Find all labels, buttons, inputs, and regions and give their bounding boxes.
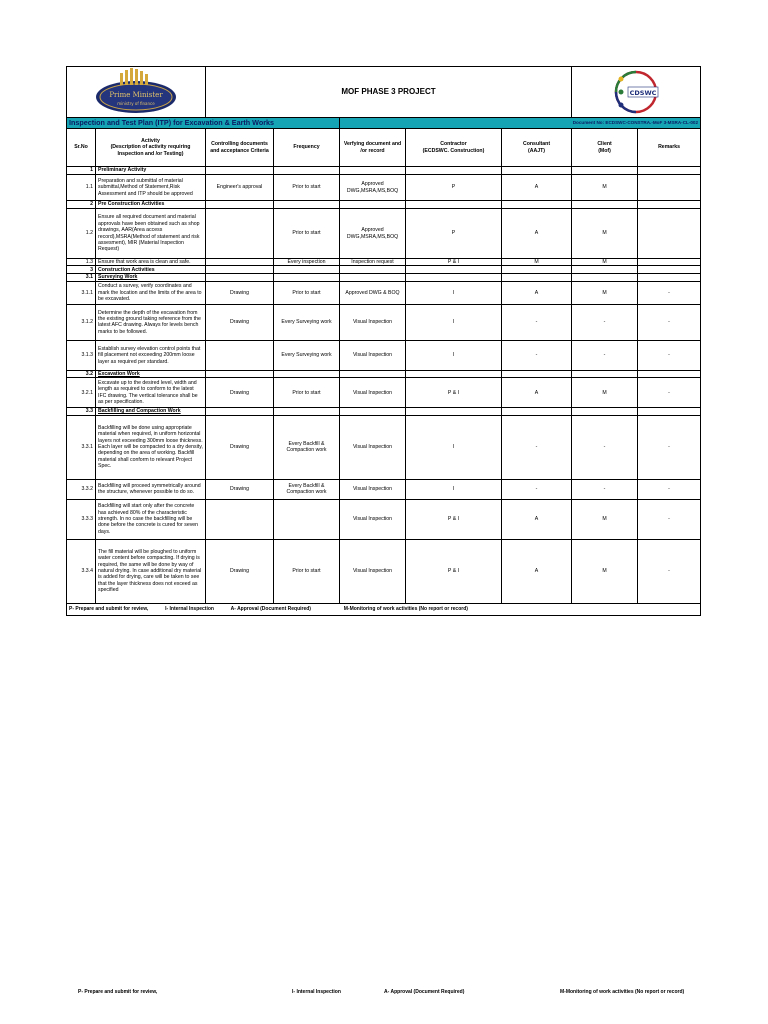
cell-empty	[406, 274, 502, 281]
cell-no: 3.3.3	[67, 499, 96, 539]
cell-ctrl: Drawing	[206, 378, 274, 408]
cell-empty	[406, 201, 502, 209]
cell-activity: Excavation Work	[96, 370, 206, 377]
cell-con: P & I	[406, 499, 502, 539]
table-row	[67, 479, 701, 499]
cell-cons: -	[502, 415, 572, 479]
table-row	[67, 201, 701, 209]
cell-cli: M	[572, 539, 638, 603]
legend-a: A- Approval (Document Required)	[230, 605, 311, 612]
legend-cell	[67, 603, 701, 615]
cell-rem	[638, 209, 701, 259]
cell-con: P & I	[406, 539, 502, 603]
cell-activity: Backfilling will be done using appropriate material when required, in uniform horizontal layers not exceeding 300mm loose thickness. Each layer will be compacted to a dry density, depending on the area of working. Backfill material shall conform to relevant Project Spec.	[96, 415, 206, 479]
col-activity: Activity (Description of activity requiring Inspection and /or Testing)	[96, 129, 206, 167]
cell-empty	[572, 370, 638, 377]
cell-empty	[638, 274, 701, 281]
cell-verify: Approved DWG,MSRA,MS,BOQ	[340, 175, 406, 201]
cell-freq: Prior to start	[274, 281, 340, 304]
cell-cli: M	[572, 281, 638, 304]
cell-ctrl	[206, 499, 274, 539]
cell-empty	[206, 274, 274, 281]
cell-empty	[572, 201, 638, 209]
cell-activity: Backfilling will start only after the concrete has achieved 80% of the characteristic strength. In no case the backfilling will be done before the concrete is cured for seven days.	[96, 499, 206, 539]
cell-activity: Backfilling will proceed symmetrically around the structure, whenever possible to do so.	[96, 479, 206, 499]
cell-activity: Ensure all required document and material approvals have been obtained such as shop drawings, AAR(Area access record),MSRA(Method of statement and risk assesment), MIR (Material Inspection Request)	[96, 209, 206, 259]
cell-empty	[638, 266, 701, 274]
cell-cli: M	[572, 499, 638, 539]
cell-no: 1	[67, 167, 96, 175]
cell-ctrl: Drawing	[206, 304, 274, 340]
cell-activity: Ensure that work area is clean and safe.	[96, 259, 206, 266]
table-row	[67, 259, 701, 266]
cell-cons: A	[502, 175, 572, 201]
cell-cons: -	[502, 304, 572, 340]
cell-rem	[638, 175, 701, 201]
table-row	[67, 370, 701, 377]
cell-no: 3.1.1	[67, 281, 96, 304]
cell-cli: M	[572, 175, 638, 201]
cell-con: P & I	[406, 378, 502, 408]
itp-sheet	[66, 66, 700, 616]
cell-no: 2	[67, 201, 96, 209]
itp-title-row	[67, 118, 701, 129]
cell-no: 3.3.1	[67, 415, 96, 479]
cell-activity: Preliminary Activity	[96, 167, 206, 175]
cell-rem: -	[638, 539, 701, 603]
table-row	[67, 539, 701, 603]
table-row	[67, 499, 701, 539]
cell-verify: Visual Inspection	[340, 340, 406, 370]
cell-empty	[502, 370, 572, 377]
cell-ctrl	[206, 209, 274, 259]
table-row	[67, 175, 701, 201]
cell-empty	[406, 167, 502, 175]
cell-empty	[206, 408, 274, 415]
document-number: Document No: ECDSWC-CONSTRA.-MoF 3-MSRA-CL-002	[340, 118, 701, 129]
cell-empty	[502, 274, 572, 281]
cell-cons: M	[502, 259, 572, 266]
footer-i: I- Internal Inspection	[292, 989, 341, 995]
cell-no: 3.3	[67, 408, 96, 415]
cell-verify: Visual Inspection	[340, 479, 406, 499]
cell-ctrl: Drawing	[206, 415, 274, 479]
cell-cons: A	[502, 281, 572, 304]
cell-rem: -	[638, 499, 701, 539]
table-row	[67, 274, 701, 281]
cell-empty	[572, 167, 638, 175]
cell-activity: Establish survey elevation control points that fill placement not exceeding 200mm loose layer as required per standard.	[96, 340, 206, 370]
footer-a: A- Approval (Document Required)	[384, 989, 465, 995]
cell-rem: -	[638, 415, 701, 479]
table-row	[67, 408, 701, 415]
cell-empty	[638, 408, 701, 415]
cell-empty	[340, 370, 406, 377]
legend-row	[67, 603, 701, 615]
cell-empty	[340, 167, 406, 175]
cell-verify: Approved DWG,MSRA,MS,BOQ	[340, 209, 406, 259]
cell-empty	[638, 167, 701, 175]
cell-cons: A	[502, 539, 572, 603]
cell-con: I	[406, 281, 502, 304]
cell-rem: -	[638, 340, 701, 370]
itp-body	[67, 167, 701, 604]
cell-no: 3.3.4	[67, 539, 96, 603]
cell-con: I	[406, 340, 502, 370]
cell-no: 3.2.1	[67, 378, 96, 408]
cell-con: I	[406, 415, 502, 479]
cell-activity: The fill material will be ploughed to uniform water content before compacting. If drying is required, the same will be done by way of natural drying. In case additional dry material is added for drying, care will be taken to see that the layer thickness does not exceed as specified	[96, 539, 206, 603]
cell-empty	[572, 274, 638, 281]
table-row	[67, 266, 701, 274]
cell-freq: Every Backfill & Compaction work	[274, 479, 340, 499]
cell-empty	[206, 167, 274, 175]
table-row	[67, 167, 701, 175]
itp-table	[66, 66, 701, 616]
col-consultant: Consultant (AAJT)	[502, 129, 572, 167]
cell-freq: Prior to start	[274, 209, 340, 259]
col-client: Client (Mof)	[572, 129, 638, 167]
cell-rem	[638, 259, 701, 266]
svg-text:ministry of finance: ministry of finance	[117, 101, 155, 106]
cell-empty	[274, 167, 340, 175]
table-row	[67, 340, 701, 370]
header-row	[67, 67, 701, 118]
cell-empty	[274, 266, 340, 274]
cell-activity: Pre Construction Activities	[96, 201, 206, 209]
cell-empty	[274, 274, 340, 281]
cell-cli: -	[572, 415, 638, 479]
cell-verify: Visual Inspection	[340, 304, 406, 340]
cell-no: 3.3.2	[67, 479, 96, 499]
svg-text:Prime Minister: Prime Minister	[109, 91, 163, 99]
cell-ctrl: Drawing	[206, 479, 274, 499]
cell-cli: -	[572, 304, 638, 340]
cell-freq: Every Surveying work	[274, 340, 340, 370]
cell-empty	[502, 408, 572, 415]
cell-empty	[572, 408, 638, 415]
legend-i: I- Internal Inspection	[165, 605, 214, 612]
cell-empty	[406, 370, 502, 377]
cell-empty	[206, 370, 274, 377]
cell-activity: Backfilling and Compaction Work	[96, 408, 206, 415]
table-row	[67, 378, 701, 408]
cell-rem: -	[638, 281, 701, 304]
cell-empty	[340, 201, 406, 209]
cell-empty	[206, 266, 274, 274]
cell-empty	[340, 266, 406, 274]
cell-freq: Every Surveying work	[274, 304, 340, 340]
cell-empty	[406, 408, 502, 415]
cell-verify: Visual Inspection	[340, 539, 406, 603]
cell-no: 1.3	[67, 259, 96, 266]
legend-p: P- Prepare and submit for review,	[69, 605, 149, 612]
cell-no: 1.1	[67, 175, 96, 201]
cell-verify: Visual Inspection	[340, 378, 406, 408]
cell-cli: M	[572, 209, 638, 259]
cell-con: I	[406, 304, 502, 340]
cell-cons: -	[502, 340, 572, 370]
right-logo-cell	[572, 67, 701, 118]
cell-con: P & I	[406, 259, 502, 266]
cell-con: I	[406, 479, 502, 499]
table-row	[67, 415, 701, 479]
cell-empty	[572, 266, 638, 274]
cell-empty	[502, 167, 572, 175]
cell-activity: Excavate up to the desired level, width and length as required to conform to the latest IFC drawing. The vertical tolerance shall be as per specification.	[96, 378, 206, 408]
cell-freq: Every Backfill & Compaction work	[274, 415, 340, 479]
cell-no: 3.2	[67, 370, 96, 377]
cell-freq: Prior to start	[274, 539, 340, 603]
cell-no: 3.1.3	[67, 340, 96, 370]
col-controlling: Controlling documents and acceptance Criteria	[206, 129, 274, 167]
cell-cons: -	[502, 479, 572, 499]
cell-freq: Every inspection	[274, 259, 340, 266]
cell-cli: M	[572, 378, 638, 408]
cell-empty	[638, 201, 701, 209]
cell-verify: Visual Inspection	[340, 415, 406, 479]
cell-freq: Prior to start	[274, 175, 340, 201]
cell-ctrl	[206, 259, 274, 266]
svg-text:CDSWC: CDSWC	[629, 89, 657, 97]
col-frequency: Frequency	[274, 129, 340, 167]
left-logo-cell	[67, 67, 206, 118]
cell-cli: M	[572, 259, 638, 266]
cell-cli: -	[572, 479, 638, 499]
cell-empty	[206, 201, 274, 209]
footer-m: M-Monitoring of work activities (No report or record)	[560, 989, 685, 995]
cell-verify: Inspection request	[340, 259, 406, 266]
cell-con: P	[406, 209, 502, 259]
table-row	[67, 281, 701, 304]
col-contractor: Contractor (ECDSWC. Construction)	[406, 129, 502, 167]
cell-ctrl: Engineer's approval	[206, 175, 274, 201]
cell-rem: -	[638, 304, 701, 340]
cell-ctrl	[206, 340, 274, 370]
ministry-logo	[76, 67, 196, 117]
project-title: MOF PHASE 3 PROJECT	[206, 67, 572, 118]
cell-empty	[340, 408, 406, 415]
col-srno: Sr.No	[67, 129, 96, 167]
cell-freq: Prior to start	[274, 378, 340, 408]
cell-empty	[502, 201, 572, 209]
cell-verify: Visual Inspection	[340, 499, 406, 539]
cell-ctrl: Drawing	[206, 281, 274, 304]
cell-empty	[340, 274, 406, 281]
cell-cons: A	[502, 378, 572, 408]
column-header-row	[67, 129, 701, 167]
itp-title: Inspection and Test Plan (ITP) for Excavation & Earth Works	[67, 118, 340, 129]
cell-rem: -	[638, 479, 701, 499]
cell-cons: A	[502, 499, 572, 539]
table-row	[67, 304, 701, 340]
cell-cons: A	[502, 209, 572, 259]
cell-ctrl: Drawing	[206, 539, 274, 603]
footer-p: P- Prepare and submit for review,	[78, 989, 158, 995]
cell-activity: Construction Activities	[96, 266, 206, 274]
cell-no: 1.2	[67, 209, 96, 259]
cell-empty	[274, 201, 340, 209]
cell-activity: Preparation and submittal of material submittal,Method of Statement,Risk Assessment and ITP should be approved	[96, 175, 206, 201]
cell-con: P	[406, 175, 502, 201]
cell-cli: -	[572, 340, 638, 370]
cell-no: 3	[67, 266, 96, 274]
cell-verify: Approved DWG & BOQ	[340, 281, 406, 304]
cell-empty	[274, 370, 340, 377]
cell-empty	[638, 370, 701, 377]
col-remarks: Remarks	[638, 129, 701, 167]
cell-freq	[274, 499, 340, 539]
cell-rem: -	[638, 378, 701, 408]
cell-empty	[274, 408, 340, 415]
cell-no: 3.1	[67, 274, 96, 281]
legend-m: M-Monitoring of work activities (No report or record)	[343, 605, 468, 612]
cell-activity: Conduct a survey, verify coordinates and mark the location and the limits of the area to be excavated.	[96, 281, 206, 304]
col-verifying: Verfying document and /or record	[340, 129, 406, 167]
cell-no: 3.1.2	[67, 304, 96, 340]
cell-empty	[502, 266, 572, 274]
table-row	[67, 209, 701, 259]
cell-activity: Surveying Work	[96, 274, 206, 281]
cell-empty	[406, 266, 502, 274]
cell-activity: Determine the depth of the excavation from the existing ground taking reference from the latest AFC drawing. Always for levels bench marks to be followed.	[96, 304, 206, 340]
cdswc-logo	[601, 67, 671, 117]
